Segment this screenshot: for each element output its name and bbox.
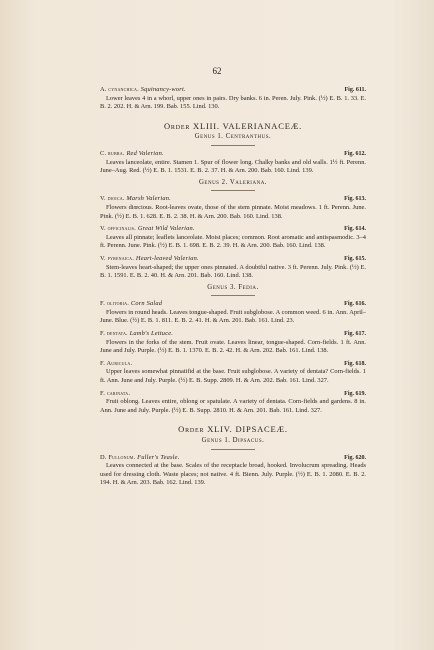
species-name	[100, 86, 186, 95]
species-entry	[100, 300, 366, 326]
species-binomial: F. Auricula.	[100, 359, 133, 367]
entry-description: Fruit oblong. Leaves entire, oblong or spatulate. A variety of dentata. Corn-fields and gardens. 8 in. Ann. June and July. Purple. (½) E. B. Supp. 2810. H. & Arn. 201. Bab. 161. Lind. 327.	[100, 398, 366, 414]
species-name	[100, 330, 173, 339]
species-name	[100, 255, 199, 264]
common-name: Marsh Valerian.	[126, 195, 171, 203]
entry-header	[100, 255, 366, 264]
figure-number: Fig. 618.	[344, 360, 366, 367]
species-entry	[100, 195, 366, 221]
common-name: Red Valerian.	[126, 149, 164, 157]
species-entry	[100, 255, 366, 281]
species-name	[100, 454, 180, 463]
species-name	[100, 360, 132, 369]
entry-header	[100, 390, 366, 399]
species-binomial: C. rubra.	[100, 149, 127, 157]
entry-header	[100, 150, 366, 159]
species-binomial: V. officinalis.	[100, 225, 138, 233]
figure-number: Fig. 611.	[344, 87, 366, 93]
entry-header	[100, 195, 366, 204]
entry-description: Leaves all pinnate; leaflets lanceolate. Moist places; common. Root aromatic and antispasmodic. 3–4 ft. Perenn. June. Pink. (½) E. B. 1. 698. E. B. 2. 39. H. & Arn. 200. Bab. 160. Lind. 138.	[100, 233, 366, 250]
divider	[211, 449, 255, 450]
entry-description: Flowers diœcious. Root-leaves ovate, those of the stem pinnate. Moist meadows. 1 ft. Perenn. June. Pink. (½) E. B. 1. 628. E. B. 2. 38. H. & Arn. 200. Bab. 160. Lind. 138.	[100, 203, 366, 220]
text-column	[100, 82, 366, 488]
species-entry	[100, 150, 366, 176]
divider	[211, 295, 255, 296]
common-name: Lamb's Lettuce.	[129, 330, 174, 338]
entry-header	[100, 300, 366, 309]
figure-number: Fig. 616.	[344, 301, 366, 308]
figure-number: Fig. 614.	[344, 226, 366, 233]
figure-number: Fig. 620.	[344, 454, 366, 461]
species-name	[100, 150, 164, 159]
entry-description: Leaves lanceolate, entire. Stamen 1. Spur of flower long. Chalky banks and old walls. 1½ ft. Perenn. June–Aug. Red. (½) E. B. 1. 1531. E. B. 2. 37. H. & Arn. 200. Bab. 160. Lind. 139.	[100, 158, 366, 175]
entry-header	[100, 454, 366, 463]
page-number: 62	[212, 66, 222, 76]
species-binomial: V. pyrenaica.	[100, 254, 136, 262]
species-entry	[100, 390, 366, 416]
entry-header	[100, 86, 366, 95]
species-name	[100, 300, 162, 309]
order-heading: Order XLIV. DIPSACEÆ.	[178, 424, 288, 435]
genus-heading: Genus 1. Dipsacus.	[201, 437, 265, 444]
common-name: Corn Salad	[130, 300, 163, 308]
species-name	[100, 390, 130, 399]
common-name: Great Wild Valerian.	[137, 225, 195, 233]
species-binomial: A. cynanchica.	[100, 86, 141, 93]
figure-number: Fig. 612.	[344, 150, 366, 157]
common-name: Squinancy-wort.	[140, 86, 186, 93]
common-name: Fuller's Teasle.	[137, 453, 180, 461]
common-name: Heart-leaved Valerian.	[135, 254, 199, 262]
species-entry	[100, 330, 366, 356]
order-heading: Order XLIII. VALERIANACEÆ.	[163, 120, 302, 131]
figure-number: Fig. 617.	[344, 331, 366, 338]
entry-description: Leaves connected at the base. Scales of the receptacle broad, hooked. Involucrum spreading. Heads used for dressing cloth. Waste places; not native. 4 ft. Bienn. July. Purple. (½) E. B. 1. 2080. E. B. 2. 194. H. & Arn. 203. Bab. 162. Lind. 139.	[100, 462, 366, 487]
divider	[211, 190, 255, 191]
species-binomial: F. dentata.	[100, 330, 130, 338]
species-binomial: V. dioica.	[100, 195, 127, 203]
figure-number: Fig. 615.	[344, 255, 366, 262]
figure-number: Fig. 613.	[344, 196, 366, 203]
species-name	[100, 195, 171, 204]
entry-description: Lower leaves 4 in a whorl, upper ones in pairs. Dry banks. 6 in. Peren. July. Pink. (½) E. B. 1. 33. E. B. 2. 202. H. & Arn. 199. Bab. 155. Lind. 130.	[100, 94, 366, 111]
genus-heading: Genus 3. Fedia.	[207, 283, 259, 291]
species-entry	[100, 454, 366, 488]
species-name	[100, 225, 195, 234]
entry-description: Stem-leaves heart-shaped; the upper ones pinnated. A doubtful native. 3 ft. Perenn. July. Pink. (½) E. B. 1. 1591. E. B. 2. 40. H. & Arn. 201. Bab. 160. Lind. 138.	[100, 263, 366, 280]
figure-number: Fig. 619.	[344, 390, 366, 397]
entry-header	[100, 360, 366, 369]
entry-description: Flowers in the forks of the stem. Fruit ovate. Leaves linear, tongue-shaped. Corn-fields. 1 ft. Ann. June and July. Purple. (½) E. B. 1. 1370. E. B. 2. 42. H. & Arn. 202. Bab. 161. Lind. 138.	[100, 338, 366, 355]
species-entry	[100, 86, 366, 112]
species-binomial: D. Fullonum.	[100, 453, 138, 461]
entry-description: Flowers in round heads. Leaves tongue-shaped. Fruit subglobose. A common weed. 6 in. Ann. April–June. Blue. (½) E. B. 1. 811. E. B. 2. 41. H. & Arn. 201. Bab. 161. Lind. 23.	[100, 308, 366, 325]
species-binomial: F. carinata.	[100, 389, 131, 397]
entry-description: Upper leaves somewhat pinnatifid at the base. Fruit subglobose. A variety of dentata? Corn-fields. 1 ft. Ann. June and July. Purple. (½) E. B. Supp. 2809. H. & Arn. 202. Bab. 161. Lind. 327.	[100, 368, 366, 385]
entry-header	[100, 225, 366, 234]
genus-heading: Genus 1. Centranthus.	[194, 133, 272, 141]
species-binomial: F. olitoria.	[100, 300, 131, 308]
divider	[211, 145, 255, 146]
species-entry	[100, 360, 366, 386]
genus-heading: Genus 2. Valeriana.	[199, 178, 267, 186]
entry-header	[100, 330, 366, 339]
species-entry	[100, 225, 366, 251]
